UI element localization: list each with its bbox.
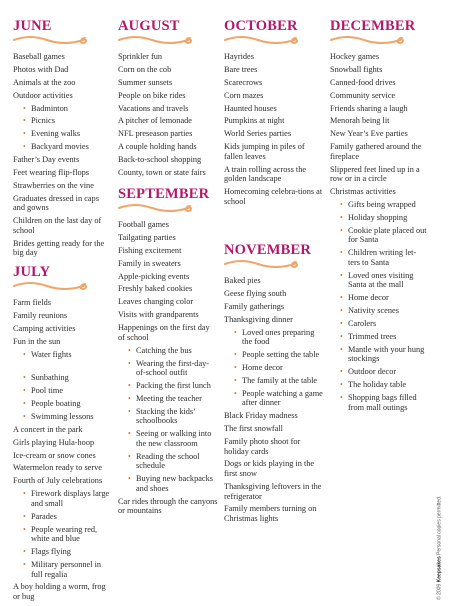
sub-item: • Children writing let-ters to Santa: [330, 248, 428, 267]
sub-item: • People boating: [13, 399, 111, 409]
sub-item: • Military personnel in full regalia: [13, 560, 111, 579]
list-item: Family photo shoot for holiday cards: [224, 436, 301, 456]
list-item: Summer sunsets: [118, 77, 173, 87]
list-item: New Year’s Eve parties: [330, 129, 408, 139]
month-august: [118, 18, 218, 181]
list-item: Menorah being lit: [330, 116, 390, 126]
sub-item: • Firework displays large and small: [13, 489, 111, 508]
sub-item: • Nativity scenes: [330, 306, 428, 316]
list-item: Pumpkins at night: [224, 116, 285, 126]
list-item: Hockey games: [330, 52, 380, 61]
list-item: Canned-food drives: [330, 77, 396, 87]
list-item: Animals at the zoo: [13, 77, 76, 87]
sub-item: • Gifts being wrapped: [330, 200, 428, 210]
activity-list: [330, 52, 428, 412]
list-item: Kids jumping in piles of fallen leaves: [224, 142, 305, 161]
list-item: Farm fields: [13, 298, 52, 307]
month-title: DECEMBER: [330, 18, 416, 34]
sub-item: • Holiday shopping: [330, 213, 428, 223]
list-item: Thanksgiving dinner: [224, 314, 293, 324]
swirl-ornament: [118, 203, 194, 214]
sub-item: • Loved ones visiting Santa at the mall: [330, 271, 428, 290]
sub-item: • Buying new backpacks and shoes: [118, 474, 218, 493]
list-item: Girls playing Hula-hoop: [13, 437, 95, 447]
sub-item: • Backyard movies: [13, 142, 111, 152]
list-item: Family gatherings: [224, 301, 285, 311]
sub-item: • Badminton: [13, 104, 111, 114]
list-item: Friends sharing a laugh: [330, 103, 408, 113]
list-item: Ice-cream or snow cones: [13, 450, 96, 460]
sub-item: • Wearing the first-day-of-school outfit: [118, 359, 218, 378]
list-item: People on bike rides: [118, 90, 186, 100]
sub-item: • Packing the first lunch: [118, 381, 218, 391]
list-item: County, town or state fairs: [118, 168, 206, 178]
swirl-ornament: [13, 35, 89, 46]
list-item: A pitcher of lemonade: [118, 116, 192, 126]
sub-item: • Catching the bus: [118, 346, 218, 356]
sub-item: • Shopping bags filled from mall outings: [330, 393, 428, 412]
list-item: Corn on the cob: [118, 64, 172, 74]
month-november: [224, 242, 324, 527]
list-item: Scarecrows: [224, 77, 263, 87]
list-item: Fun in the sun: [13, 336, 61, 346]
list-item: Family members turning on Christmas lights: [224, 504, 317, 524]
sub-item: • Evening walks: [13, 129, 111, 139]
list-item: Fishing excitement: [118, 245, 182, 255]
month-title: JULY: [13, 264, 51, 280]
list-item: Leaves changing color: [118, 297, 194, 307]
list-item: Hayrides: [224, 52, 254, 61]
sub-item: • Home decor: [224, 363, 324, 373]
list-item: Feet wearing flip-flops: [13, 168, 90, 178]
swirl-ornament: [224, 35, 300, 46]
month-june: [13, 18, 111, 261]
activity-list: [224, 276, 324, 524]
sub-item: • Outdoor decor: [330, 367, 428, 377]
list-item: Slippered feet lined up in a row or in a circle: [330, 164, 420, 184]
list-item: Freshly baked cookies: [118, 284, 193, 294]
list-item: A train rolling across the golden landscape: [224, 164, 307, 184]
list-item: A boy holding a worm, frog or bug: [13, 582, 106, 601]
swirl-ornament: [13, 281, 89, 292]
sub-item: • Cookie plate placed out for Santa: [330, 226, 428, 245]
list-item: NFL preseason parties: [118, 129, 193, 139]
sub-item: • The holiday table: [330, 380, 428, 390]
sub-item: • Meeting the teacher: [118, 394, 218, 404]
copyright-year: © 2009: [436, 583, 442, 600]
list-item: Christmas activities: [330, 187, 396, 197]
month-july: [13, 264, 111, 605]
list-item: Vacations and travels: [118, 103, 189, 113]
list-item: Outdoor activities: [13, 90, 73, 100]
list-item: The first snowfall: [224, 424, 283, 434]
sub-item: • People setting the table: [224, 350, 324, 360]
activity-list: [224, 52, 324, 206]
list-item: Geese flying south: [224, 288, 287, 298]
list-item: Sprinkler fun: [118, 52, 163, 61]
sub-item: • Seeing or walking into the new classroom: [118, 429, 218, 448]
list-item: Family gathered around the fireplace: [330, 142, 422, 161]
sub-item: • Flags flying: [13, 547, 111, 557]
sub-item: • Reading the school schedule: [118, 452, 218, 471]
sub-item: • Pool time: [13, 386, 111, 396]
list-item: Apple-picking events: [118, 271, 190, 281]
list-item: A concert in the park: [13, 424, 83, 434]
list-item: World Series parties: [224, 129, 292, 139]
sub-item: • Carolers: [330, 319, 428, 329]
month-september: [118, 186, 218, 519]
swirl-ornament: [224, 259, 300, 270]
list-item: Family in sweaters: [118, 258, 181, 268]
list-item: Thanksgiving leftovers in the refrigerator: [224, 481, 322, 501]
list-item: Strawberries on the vine: [13, 180, 94, 190]
brand-name: Keepsakes: [436, 556, 442, 583]
activity-list: [13, 52, 111, 258]
sub-item: • Trimmed trees: [330, 332, 428, 342]
sub-item: • Loved ones preparing the food: [224, 328, 324, 347]
list-item: Tailgating parties: [118, 232, 176, 242]
sub-item: • Mantle with your hung stockings: [330, 345, 428, 364]
activity-list: [118, 52, 218, 178]
list-item: Back-to-school shopping: [118, 155, 202, 165]
copyright-notice: [436, 496, 442, 600]
list-item: Photos with Dad: [13, 64, 69, 74]
swirl-ornament: [330, 35, 406, 46]
sub-item: • Swimming lessons: [13, 412, 111, 422]
sub-item: • The family at the table: [224, 376, 324, 386]
sub-item: • Home decor: [330, 293, 428, 303]
list-item: Fourth of July celebrations: [13, 476, 103, 486]
list-item: Black Friday madness: [224, 411, 298, 421]
month-title: SEPTEMBER: [118, 186, 210, 202]
month-title: AUGUST: [118, 18, 180, 34]
list-item: Snowball fights: [330, 64, 383, 74]
list-item: Children on the last day of school: [13, 216, 102, 235]
list-item: Father’s Day events: [13, 155, 80, 165]
list-item: Community service: [330, 90, 396, 100]
list-item: Baseball games: [13, 52, 65, 61]
swirl-ornament: [118, 35, 194, 46]
list-item: Car rides through the canyons or mountains: [118, 496, 218, 516]
list-item: Brides getting ready for the big day: [13, 238, 105, 258]
list-item: Visits with grandparents: [118, 310, 199, 320]
list-item: Camping activities: [13, 323, 76, 333]
list-item: Family reunions: [13, 310, 68, 320]
list-item: Football games: [118, 220, 169, 229]
sub-item: • Picnics: [13, 116, 111, 126]
list-item: Happenings on the first day of school: [118, 323, 210, 342]
list-item: Haunted houses: [224, 103, 277, 113]
sub-item: • Sunbathing: [13, 373, 111, 383]
sub-item: • People watching a game after dinner: [224, 389, 324, 408]
activity-list: [13, 298, 111, 602]
sub-item: • Stacking the kids’ schoolbooks: [118, 407, 218, 426]
list-item: Corn mazes: [224, 90, 264, 100]
sub-item: • People wearing red, white and blue: [13, 525, 111, 544]
copyright-text: Personal copies permitted.: [436, 495, 442, 555]
list-item: Graduates dressed in caps and gowns: [13, 193, 99, 213]
sub-item: • Water fights: [13, 350, 111, 360]
month-october: [224, 18, 324, 210]
month-title: NOVEMBER: [224, 242, 311, 258]
list-item: Baked pies: [224, 276, 261, 285]
month-title: JUNE: [13, 18, 52, 34]
list-item: Homecoming celebra-tions at school: [224, 187, 323, 206]
sub-item: • Parades: [13, 512, 111, 522]
activity-list: [118, 220, 218, 516]
list-item: Bare trees: [224, 64, 258, 74]
month-title: OCTOBER: [224, 18, 298, 34]
list-item: Dogs or kids playing in the first snow: [224, 459, 315, 479]
list-item: A couple holding hands: [118, 142, 197, 152]
month-december: [330, 18, 428, 416]
list-item: Watermelon ready to serve: [13, 463, 102, 473]
